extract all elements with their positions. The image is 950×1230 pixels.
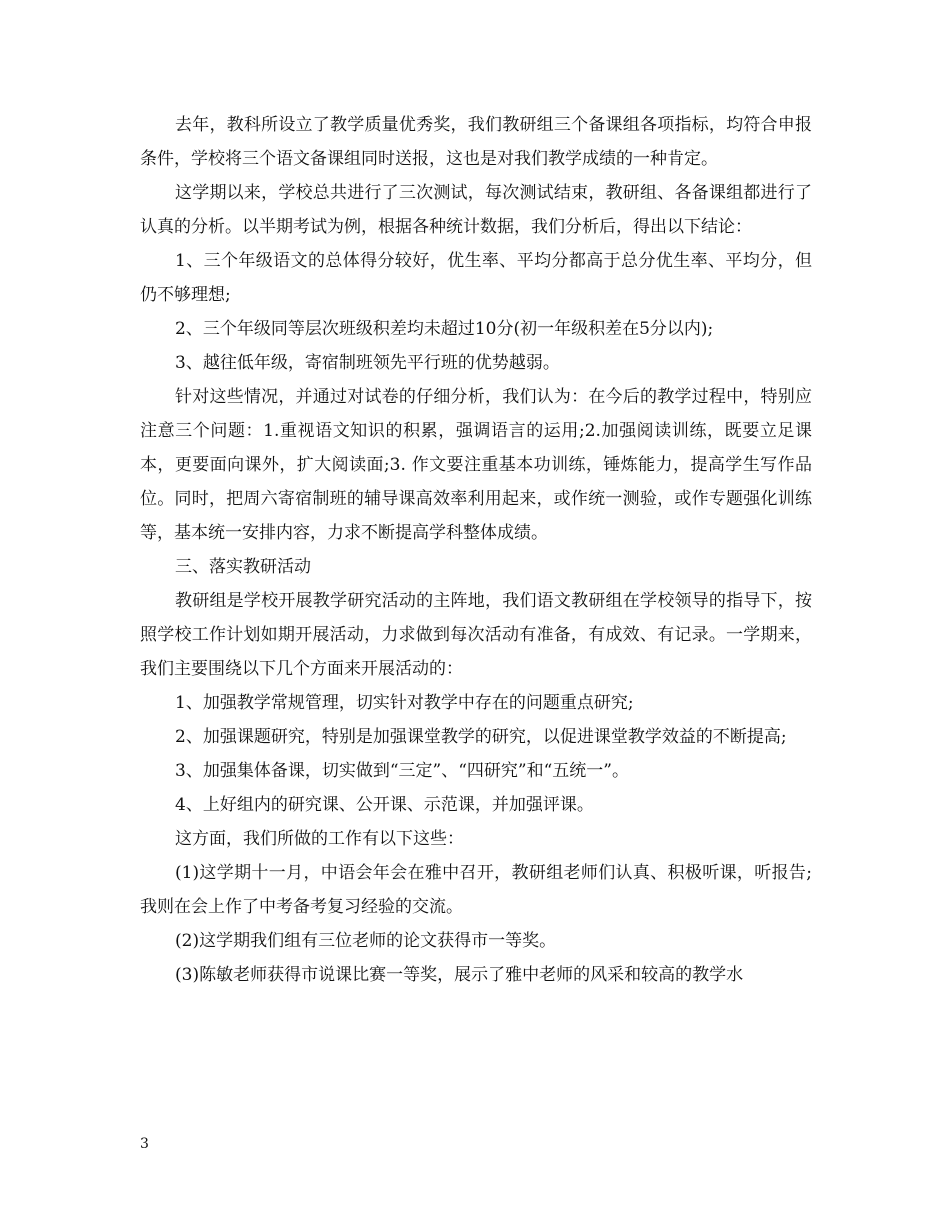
- paragraph-activity-3: 3、加强集体备课，切实做到“三定”、“四研究”和“五统一”。: [175, 761, 629, 781]
- paragraph-conclusion-3: 3、越往低年级，寄宿制班领先平行班的优势越弱。: [175, 353, 560, 373]
- paragraph-research-group-intro: 教研组是学校开展教学研究活动的主阵地，我们语文教研组在学校领导的指导下，按照学校工作计划如期开展活动，力求做到每次活动有准备，有成效、有记录。一学期来，我们主要围绕以下几个方面来开展活动的：: [140, 591, 812, 679]
- section-heading-teaching-research: 三、落实教研活动: [175, 557, 311, 577]
- page-number: 3: [140, 1136, 149, 1152]
- paragraph-work-item-1: (1)这学期十一月，中语会年会在雅中召开，教研组老师们认真、积极听课，听报告;我则在会上作了中考备考复习经验的交流。: [140, 863, 812, 917]
- paragraph-activity-4: 4、上好组内的研究课、公开课、示范课，并加强评课。: [175, 795, 594, 815]
- paragraph-conclusion-1: 1、三个年级语文的总体得分较好，优生率、平均分都高于总分优生率、平均分，但仍不够理想;: [140, 251, 812, 305]
- paragraph-work-done-intro: 这方面，我们所做的工作有以下这些：: [175, 829, 464, 849]
- paragraph-tests-analysis: 这学期以来，学校总共进行了三次测试，每次测试结束，教研组、各备课组都进行了认真的分析。以半期考试为例，根据各种统计数据，我们分析后，得出以下结论：: [140, 183, 812, 237]
- paragraph-activity-1: 1、加强教学常规管理，切实针对教学中存在的问题重点研究;: [175, 693, 634, 713]
- paragraph-improvement-plan: 针对这些情况，并通过对试卷的仔细分析，我们认为：在今后的教学过程中，特别应注意三个问题：1.重视语文知识的积累，强调语言的运用;2.加强阅读训练，既要立足课本，更要面向课外，扩大阅读面;3. 作文要注重基本功训练，锤炼能力，提高学生写作品位。同时，把周六寄宿制班的辅导课高效率利用起来，或作统一测验，或作专题强化训练等，基本统一安排内容，力求不断提高学科整体成绩。: [140, 387, 812, 543]
- paragraph-conclusion-2: 2、三个年级同等层次班级积差均未超过10分(初一年级积差在5分以内);: [175, 319, 714, 339]
- paragraph-work-item-3: (3)陈敏老师获得市说课比赛一等奖，展示了雅中老师的风采和较高的教学水: [175, 965, 744, 985]
- document-body: [140, 108, 812, 992]
- paragraph-work-item-2: (2)这学期我们组有三位老师的论文获得市一等奖。: [175, 931, 557, 951]
- paragraph-activity-2: 2、加强课题研究，特别是加强课堂教学的研究，以促进课堂教学效益的不断提高;: [175, 727, 787, 747]
- paragraph-award: 去年，教科所设立了教学质量优秀奖，我们教研组三个备课组各项指标，均符合申报条件，学校将三个语文备课组同时送报，这也是对我们教学成绩的一种肯定。: [140, 115, 812, 169]
